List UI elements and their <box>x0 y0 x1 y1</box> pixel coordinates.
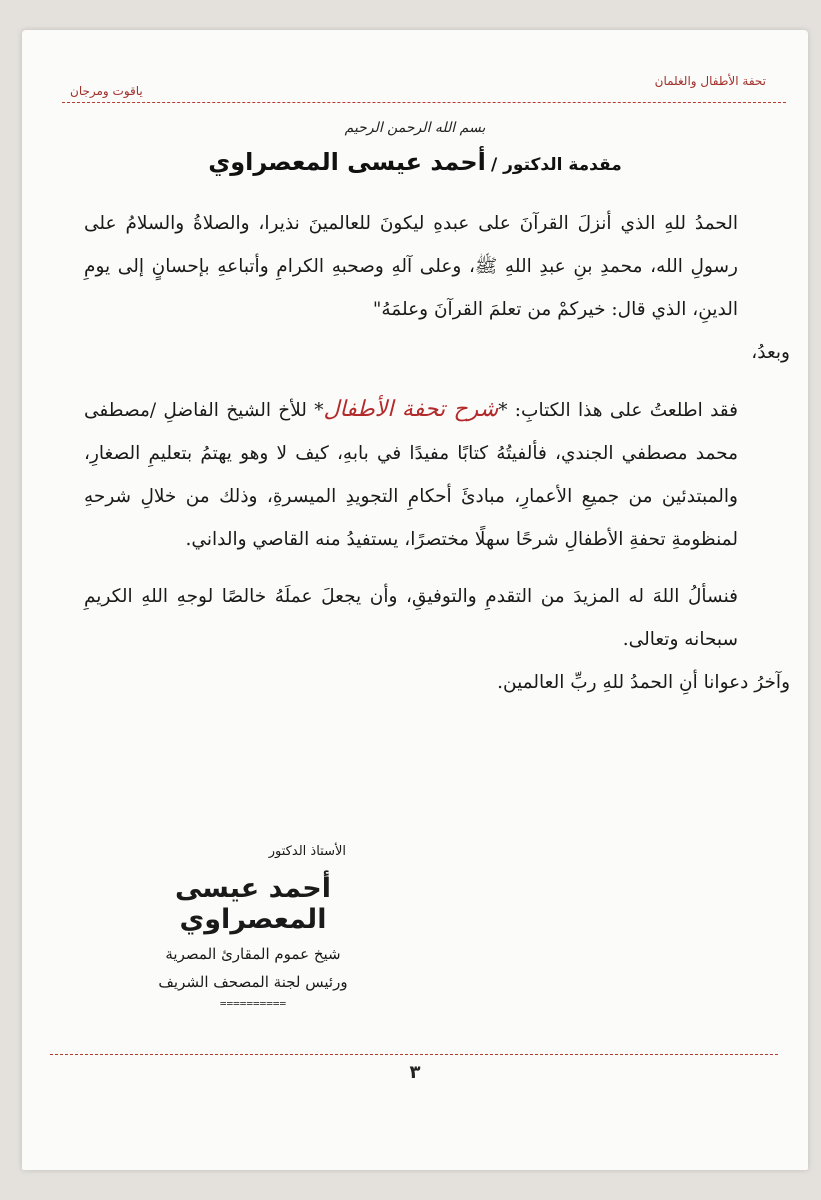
title-name: أحمد عيسى المعصراوي <box>208 148 486 176</box>
page-number: ٣ <box>409 1062 421 1083</box>
signature-block <box>118 844 388 1010</box>
paragraph-wabad: وبعدُ، <box>751 342 790 363</box>
paragraph-opening: الحمدُ للهِ الذي أنزلَ القرآنَ على عبدهِ ليكونَ للعالمينَ نذيرا، والصلاةُ والسلامُ على رسولِ الله، محمدِ بنِ عبدِ اللهِ ﷺ، وعلى آلهِ وصحبهِ الكرامِ وأتباعهِ بإحسانٍ إلى يومِ الدينِ، الذي قال: خيركمْ من تعلمَ القرآنَ وعلمَهُ" <box>84 213 738 320</box>
body-text <box>84 202 790 704</box>
paragraph-closing: وآخرُ دعوانا أنِ الحمدُ للهِ ربِّ العالمين. <box>497 672 790 693</box>
book-page <box>22 30 808 1170</box>
footer-divider <box>50 1054 778 1055</box>
running-header-right: تحفة الأطفال والغلمان <box>654 74 766 88</box>
paragraph-review <box>84 388 790 561</box>
review-text-start: فقد اطلعتُ على هذا الكتابِ: * <box>498 400 738 421</box>
running-header-left: ياقوت ومرجان <box>70 84 143 98</box>
signature-divider: ========== <box>219 997 287 1010</box>
signature-title-2: ورئيس لجنة المصحف الشريف <box>158 973 348 991</box>
book-title-highlight: شرح تحفة الأطفال <box>323 397 499 422</box>
title-prefix: مقدمة الدكتور / <box>491 155 622 175</box>
basmala: بسم الله الرحمن الرحيم <box>344 120 486 136</box>
page-title <box>22 148 808 176</box>
signature-title-1: شيخ عموم المقارئ المصرية <box>165 945 341 963</box>
review-text-end: * للأخ الشيخ الفاضلِ /مصطفى محمد مصطفي الجندي، فألفيتُهُ كتابًا مفيدًا في بابهِ، كيف لا وهو يهتمُ بتعليمِ الصغارِ، والمبتدئين من جميعِ الأعمارِ، مبادئَ أحكامِ التجويدِ الميسرةِ، وذلك من خلالِ شرحهِ لمنظومةِ تحفةِ الأطفالِ شرحًا سهلًا مختصرًا، يستفيدُ منه القاصي والداني. <box>84 400 738 550</box>
signature-name: أحمد عيسى المعصراوي <box>174 873 332 935</box>
signature-label: الأستاذ الدكتور <box>268 844 346 859</box>
paragraph-prayer: فنسألُ اللهَ له المزيدَ من التقدمِ والتوفيقِ، وأن يجعلَ عملَهُ خالصًا لوجهِ اللهِ الكريمِ سبحانه وتعالى. <box>84 586 738 650</box>
header-divider <box>62 102 786 103</box>
